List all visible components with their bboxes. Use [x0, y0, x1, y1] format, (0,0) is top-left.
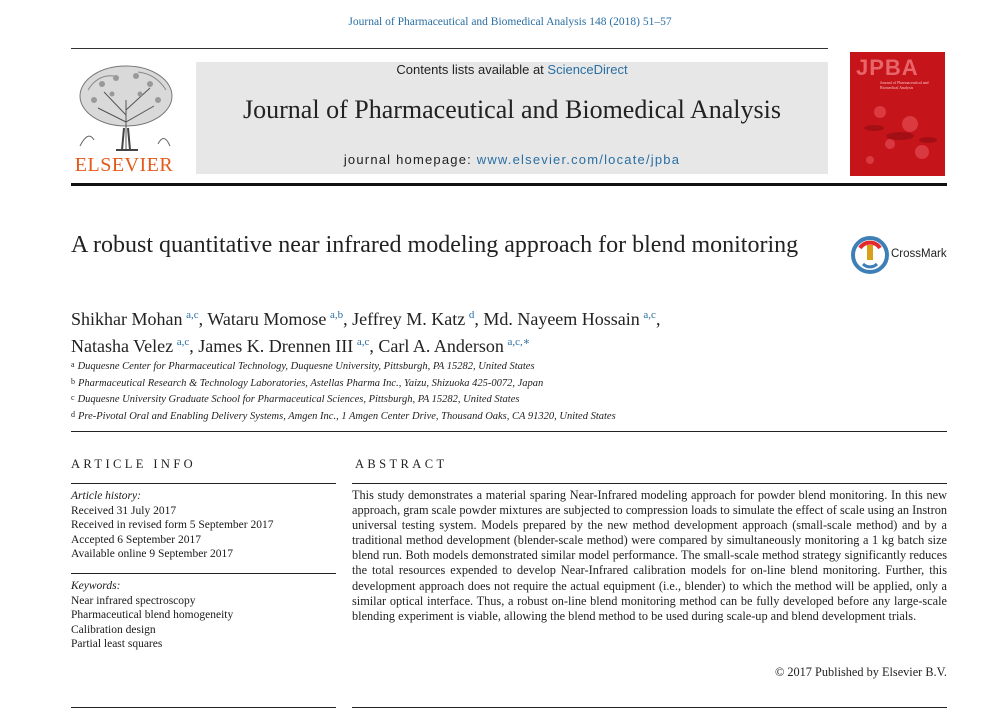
article-title: A robust quantitative near infrared modeling approach for blend monitoring: [71, 232, 799, 258]
history-item: Received 31 July 2017: [71, 504, 177, 517]
author[interactable]: Md. Nayeem Hossain $^{a,c}$,: [483, 309, 661, 329]
author[interactable]: Carl A. Anderson $^{a,c,∗}$: [378, 336, 531, 356]
journal-reference[interactable]: Journal of Pharmaceutical and Biomedical Analysis 148 (2018) 51–57: [348, 16, 672, 28]
author[interactable]: Wataru Momose $^{a,b}$,: [207, 309, 353, 329]
affiliation: b Pharmaceutical Research & Technology Laboratories, Astellas Pharma Inc., Yaizu, Shizuoka 425-0072, Japan: [71, 376, 544, 389]
abstract-heading: ABSTRACT: [355, 457, 448, 471]
history-item: Received in revised form 5 September 2017: [71, 519, 274, 532]
keywords: [71, 579, 336, 652]
affiliation: a Duquesne Center for Pharmaceutical Technology, Duquesne University, Pittsburgh, PA 15282, United States: [71, 360, 535, 372]
crossmark-badge[interactable]: [851, 236, 951, 276]
elsevier-logo[interactable]: [68, 60, 180, 178]
author[interactable]: Jeffrey M. Katz $^d$,: [352, 309, 484, 329]
keywords-rule: [71, 573, 336, 574]
article-history: [71, 489, 336, 562]
author-list: [71, 304, 901, 358]
keywords-label: Keywords:: [71, 580, 121, 592]
elsevier-wordmark: ELSEVIER: [74, 154, 174, 176]
history-item: Accepted 6 September 2017: [71, 533, 201, 546]
abstract-text: This study demonstrates a material sparing Near-Infrared modeling approach for powder blend monitoring. In this new approach, gram scale powder mixtures are subjected to compression loads to simulate the effect of scale using an Instron universal testing system. Models prepared by the new method development approach (small-scale method) and by a traditional method development (blender-scale method) were compared by simultaneously monitoring a 1 kg batch size blend run. Both models demonstrated similar model performance. The small-scale method strategy significantly reduces the total resources expended to develop Near-Infrared calibration models for on-line blend monitoring. Further, this development approach does not require the actual equipment (i.e., blender) to which the method will be applied, only a similar optical interface. Thus, a robust on-line blend monitoring method can be fully developed before any large-scale blending experiment is viable, allowing the blend method to be used during scale-up and blend development trials.: [352, 488, 947, 623]
sciencedirect-link[interactable]: ScienceDirect: [547, 62, 628, 77]
contents-prefix: Contents lists available at: [396, 62, 548, 77]
author[interactable]: Natasha Velez $^{a,c}$,: [71, 336, 199, 356]
affiliation: c Duquesne University Graduate School for Pharmaceutical Sciences, Pittsburgh, PA 15282, United States: [71, 393, 520, 406]
abstract-rule: [352, 483, 947, 484]
abstract-bottom-rule: [352, 707, 947, 708]
affiliations-rule: [71, 431, 947, 432]
journal-title: Journal of Pharmaceutical and Biomedical Analysis: [243, 95, 781, 124]
header-rule: [71, 48, 828, 49]
contents-line: [196, 62, 828, 77]
journal-cover-thumbnail[interactable]: [850, 52, 945, 176]
author[interactable]: James K. Drennen III $^{a,c}$,: [198, 336, 379, 356]
article-info-rule: [71, 483, 336, 484]
journal-masthead: [196, 62, 828, 174]
article-info-heading: ARTICLE INFO: [71, 457, 197, 471]
crossmark-icon: [851, 236, 889, 274]
cover-logo: JPBA: [856, 55, 919, 80]
cover-subtitle: Journal of Pharmaceutical and Biomedical Analysis: [880, 80, 929, 90]
crossmark-label: CrossMark: [891, 248, 947, 260]
affiliation: d Pre-Pivotal Oral and Enabling Delivery Systems, Amgen Inc., 1 Amgen Center Drive, Thousand Oaks, CA 91320, United States: [71, 409, 616, 422]
affiliations: [71, 358, 931, 424]
article-info-bottom-rule: [71, 707, 336, 708]
homepage-prefix: journal homepage:: [343, 152, 477, 167]
cover-artwork: [850, 52, 945, 176]
history-item: Available online 9 September 2017: [71, 548, 234, 561]
keyword: Pharmaceutical blend homogeneity: [71, 609, 234, 622]
elsevier-tree-icon: [68, 60, 180, 154]
history-label: Article history:: [71, 490, 141, 502]
keyword: Partial least squares: [71, 638, 163, 651]
author[interactable]: Shikhar Mohan $^{a,c}$,: [71, 309, 208, 329]
header-bottom-rule: [71, 183, 947, 186]
homepage-line: [196, 152, 828, 167]
homepage-link[interactable]: www.elsevier.com/locate/jpba: [476, 152, 681, 167]
keyword: Near infrared spectroscopy: [71, 594, 196, 607]
copyright-notice: © 2017 Published by Elsevier B.V.: [774, 665, 947, 679]
keyword: Calibration design: [71, 623, 156, 636]
